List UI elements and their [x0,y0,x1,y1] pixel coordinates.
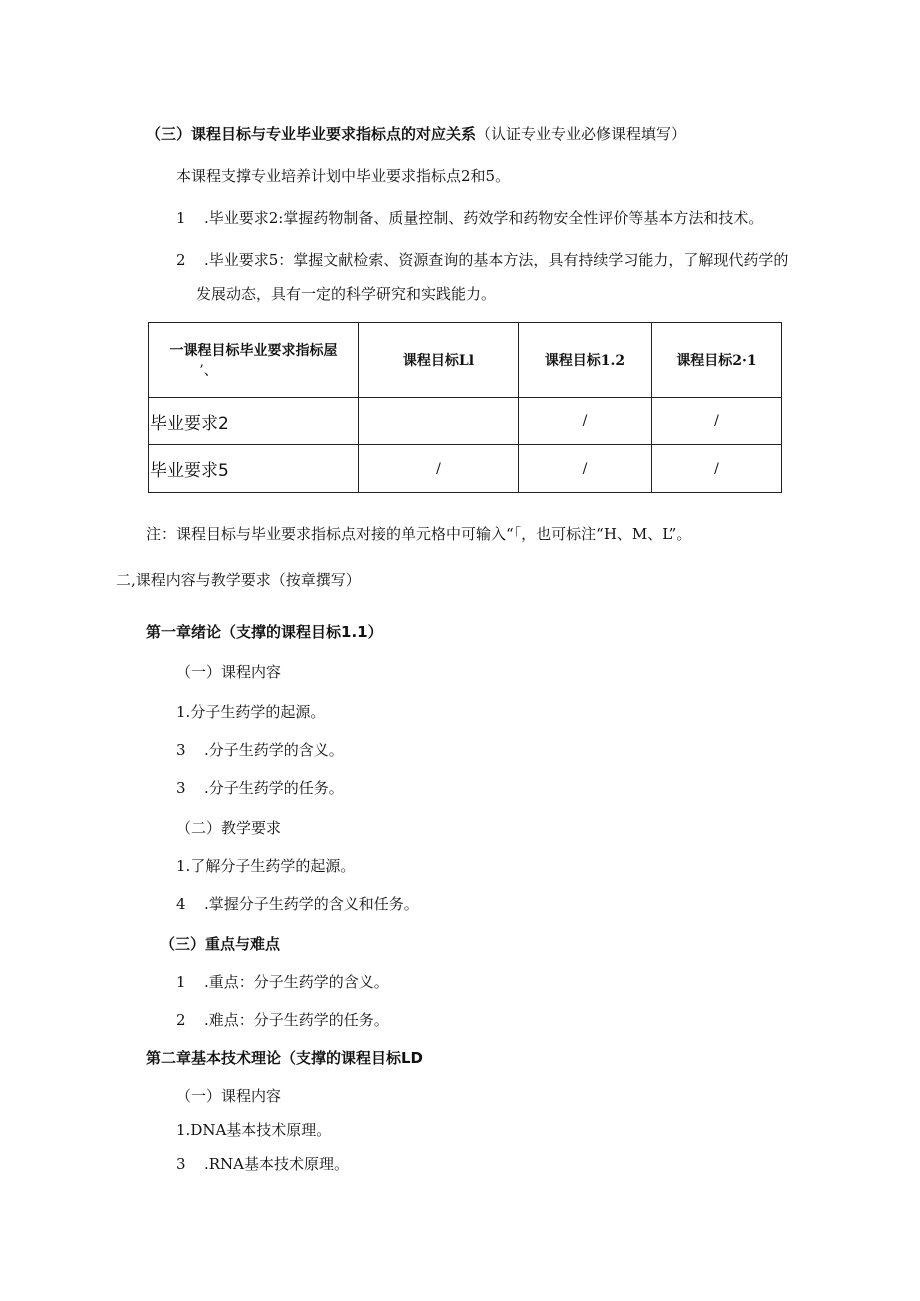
table-cell: / [519,445,652,493]
item-number: 4 [176,895,186,913]
chapter-title: 第二章基本技术理论（支撑的课程目标LD [146,1049,424,1067]
table-corner-cell [149,323,359,398]
item-text: .难点：分子生药学的任务。 [204,1011,389,1029]
table-header-cell: 课程目标2·1 [652,323,782,398]
item-number: 2 [176,1011,186,1029]
table-cell: / [652,445,782,493]
subsection-heading: （一）课程内容 [176,663,282,681]
corner-mark: ’、 [199,363,218,379]
list-item [176,972,389,992]
item-text: .分子生药学的含义。 [204,741,344,759]
table-row [149,398,782,445]
table-cell: / [652,398,782,445]
table-header-cell: 课程目标1.2 [519,323,652,398]
table-header-row [149,323,782,398]
subsection-heading: （一）课程内容 [176,1087,282,1105]
list-item [176,702,325,722]
section-heading [146,124,686,144]
item-number: 2 [176,251,186,269]
item-number: 1 [176,209,186,227]
item-text: .毕业要求5：掌握文献检索、资源查询的基本方法，具有持续学习能力，了解现代药学的 [204,251,789,269]
table-note: 注：课程目标与毕业要求指标点对接的单元格中可输入“「，也可标注“H、M、L”。 [146,525,692,543]
list-item [176,1120,331,1140]
requirement-item-continuation: 发展动态，具有一定的科学研究和实践能力。 [196,285,497,303]
table-cell: / [359,445,519,493]
item-text: .重点：分子生药学的含义。 [204,973,389,991]
item-text: DNA基本技术原理。 [190,1121,332,1139]
table-cell: / [519,398,652,445]
objective-mapping-table [148,322,782,493]
item-text: .掌握分子生药学的含义和任务。 [204,895,419,913]
section-heading-note: （认证专业专业必修课程填写） [476,125,687,143]
table-row-label: 毕业要求5 [149,445,359,493]
table-row [149,445,782,493]
item-number: 1. [176,857,191,875]
item-number: 1. [176,1121,191,1139]
list-item [176,778,344,798]
subsection-heading: （二）教学要求 [176,819,282,837]
chapter-title: 第一章绪论（支撑的课程目标1.1） [146,623,383,641]
item-text: .毕业要求2:掌握药物制备、质量控制、药效学和药物安全性评价等基本方法和技术。 [204,209,764,227]
part-title: 二,课程内容与教学要求（按章撰写） [116,571,361,589]
item-text: .分子生药学的任务。 [204,779,344,797]
item-number: 3 [176,1155,186,1173]
requirement-item [176,250,788,270]
requirement-item [176,208,763,228]
section-intro: 本课程支撑专业培养计划中毕业要求指标点2和5。 [176,167,511,185]
list-item [176,740,344,760]
table-cell [359,398,519,445]
list-item [176,1010,389,1030]
item-text: 分子生药学的起源。 [190,703,326,721]
item-number: 3 [176,741,186,759]
table-header-cell: 课程目标Ll [359,323,519,398]
item-number: 3 [176,779,186,797]
table-row-label: 毕业要求2 [149,398,359,445]
item-text: 了解分子生药学的起源。 [190,857,356,875]
item-number: 1. [176,703,191,721]
list-item [176,1154,349,1174]
list-item [176,894,419,914]
section-heading-title: （三）课程目标与专业毕业要求指标点的对应关系 [146,125,477,143]
subsection-heading: （三）重点与难点 [160,935,281,953]
list-item [176,856,355,876]
corner-label: 一课程目标毕业要求指标屋 [169,343,338,359]
item-number: 1 [176,973,186,991]
item-text: .RNA基本技术原理。 [204,1155,350,1173]
